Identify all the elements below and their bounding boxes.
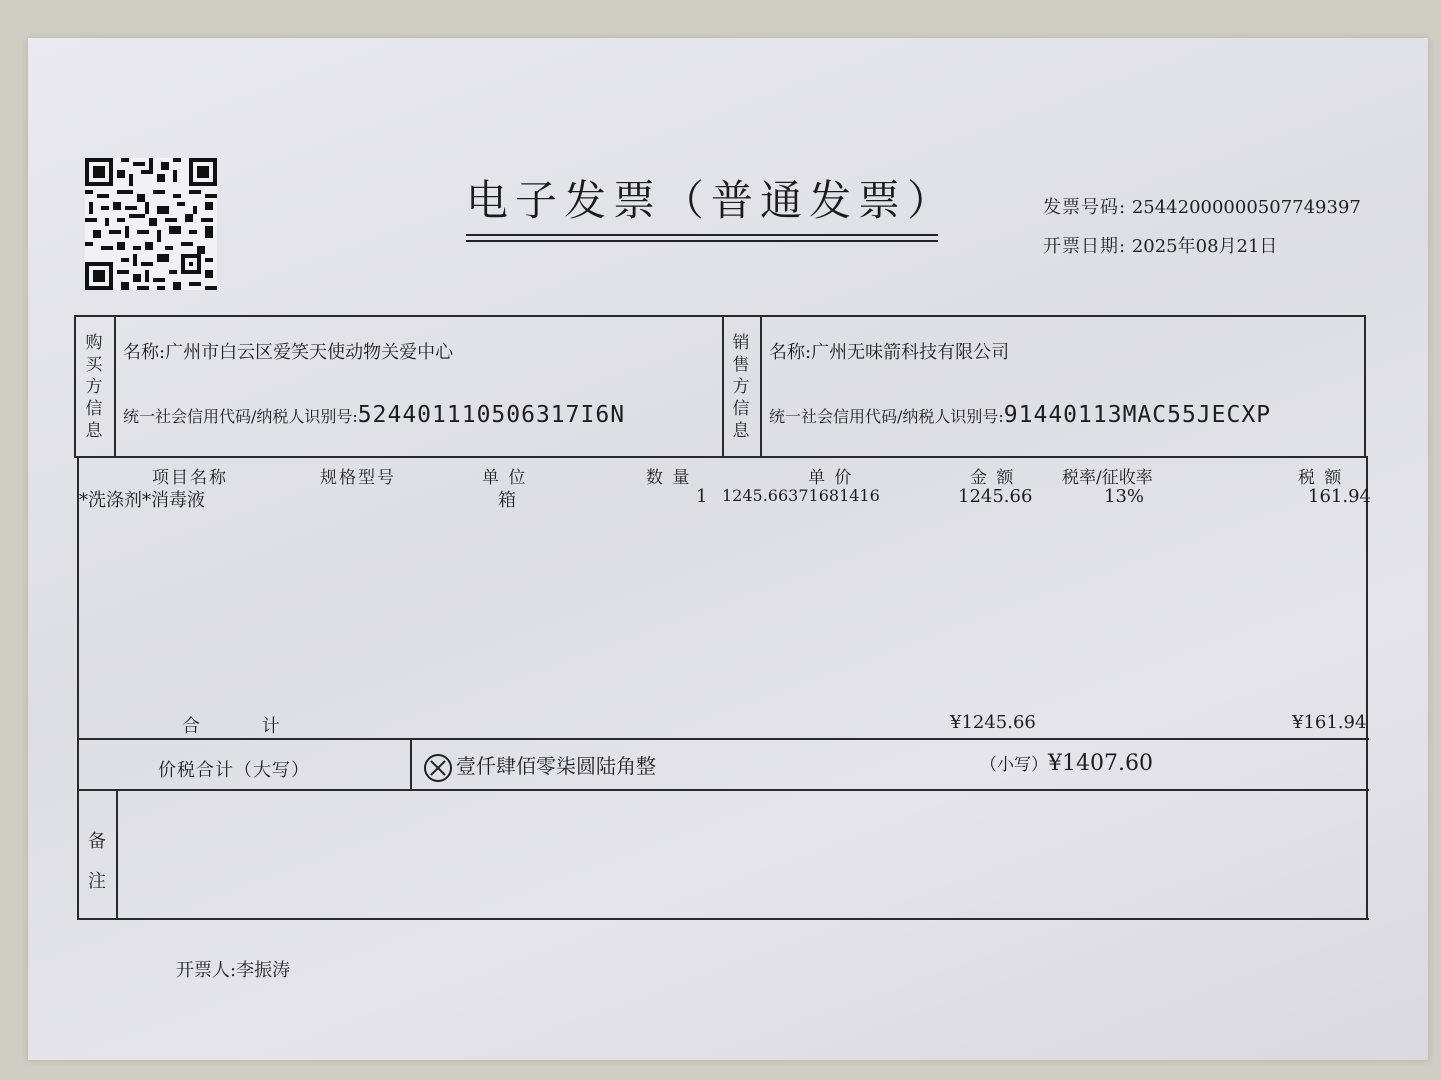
header-unit: 单 位: [482, 468, 528, 488]
header-spec: 规格型号: [320, 468, 396, 488]
row-amount: 1245.66: [958, 486, 1033, 507]
row-quantity: 1: [696, 486, 708, 507]
header-quantity: 数 量: [646, 468, 692, 488]
grand-total-uppercase: [424, 750, 656, 782]
total-tax: ¥161.94: [1292, 712, 1367, 733]
party-divider: [722, 315, 724, 458]
title-underline: [466, 234, 938, 236]
table-border-left: [74, 315, 76, 458]
table-border-right: [1364, 315, 1366, 458]
grand-total-label: 价税合计（大写）: [158, 760, 310, 781]
buyer-name: [123, 338, 453, 364]
table-border-top: [74, 315, 1366, 317]
issuer-label: 开票人:: [176, 960, 237, 981]
seller-section-label: 销售方信息: [732, 333, 750, 441]
header-tax: 税 额: [1298, 468, 1344, 488]
table-divider-items: [77, 738, 1369, 740]
row-item-name: *洗涤剂*消毒液: [79, 490, 205, 511]
total-label: 合 计: [182, 716, 308, 737]
header-unit-price: 单 价: [808, 468, 854, 488]
seller-label-divider: [760, 315, 762, 458]
header-tax-rate: 税率/征收率: [1062, 468, 1153, 488]
buyer-tax-id-label: 统一社会信用代码/纳税人识别号:: [123, 407, 358, 426]
seller-name-label: 名称:: [769, 342, 812, 363]
cancel-circle-icon: [424, 754, 452, 782]
header-item-name: 项目名称: [152, 468, 228, 488]
buyer-label-divider: [114, 315, 116, 458]
row-unit-price: 1245.66371681416: [722, 486, 880, 505]
buyer-tax-id: [123, 402, 625, 428]
invoice-number-label: 发票号码:: [1043, 197, 1127, 218]
row-tax: 161.94: [1308, 486, 1371, 507]
grand-total-small-label: （小写）: [980, 755, 1048, 775]
seller-tax-id-value: 91440113MAC55JECXP: [1003, 402, 1272, 428]
total-divider: [410, 738, 412, 791]
row-tax-rate: 13%: [1104, 486, 1145, 507]
title-underline: [466, 240, 938, 242]
buyer-section-label: 购买方信息: [85, 333, 103, 441]
invoice-number: [1043, 193, 1361, 219]
invoice-number-value: 25442000000507749397: [1131, 197, 1361, 218]
seller-tax-id: [769, 402, 1271, 428]
table-divider-total: [77, 789, 1369, 791]
issuer: [176, 956, 290, 982]
table-divider-parties: [74, 456, 1368, 458]
header-amount: 金 额: [970, 468, 1016, 488]
total-amount: ¥1245.66: [950, 712, 1036, 733]
qr-code: [85, 158, 217, 290]
invoice-date-label: 开票日期:: [1043, 236, 1127, 257]
issuer-name: 李振涛: [236, 960, 291, 981]
invoice-date: [1043, 232, 1277, 258]
seller-name-value: 广州无味箭科技有限公司: [811, 342, 1010, 363]
grand-total-small-value: ¥1407.60: [1048, 751, 1153, 776]
grand-total-uppercase-value: 壹仟肆佰零柒圆陆角整: [456, 754, 656, 778]
table-border-right: [1366, 456, 1368, 920]
buyer-name-label: 名称:: [123, 342, 166, 363]
table-border-left: [77, 456, 79, 920]
seller-tax-id-label: 统一社会信用代码/纳税人识别号:: [769, 407, 1004, 426]
remarks-divider: [116, 789, 118, 920]
buyer-tax-id-value: 524401110506317I6N: [357, 402, 626, 428]
table-border-bottom: [77, 918, 1369, 920]
grand-total-small: [980, 750, 1153, 776]
remarks-label: 备注: [88, 831, 106, 892]
row-unit: 箱: [498, 490, 516, 511]
invoice-date-value: 2025年08月21日: [1131, 236, 1278, 257]
invoice-title: 电子发票（普通发票）: [466, 176, 957, 225]
seller-name: [769, 338, 1009, 364]
buyer-name-value: 广州市白云区爱笑天使动物关爱中心: [165, 342, 454, 363]
